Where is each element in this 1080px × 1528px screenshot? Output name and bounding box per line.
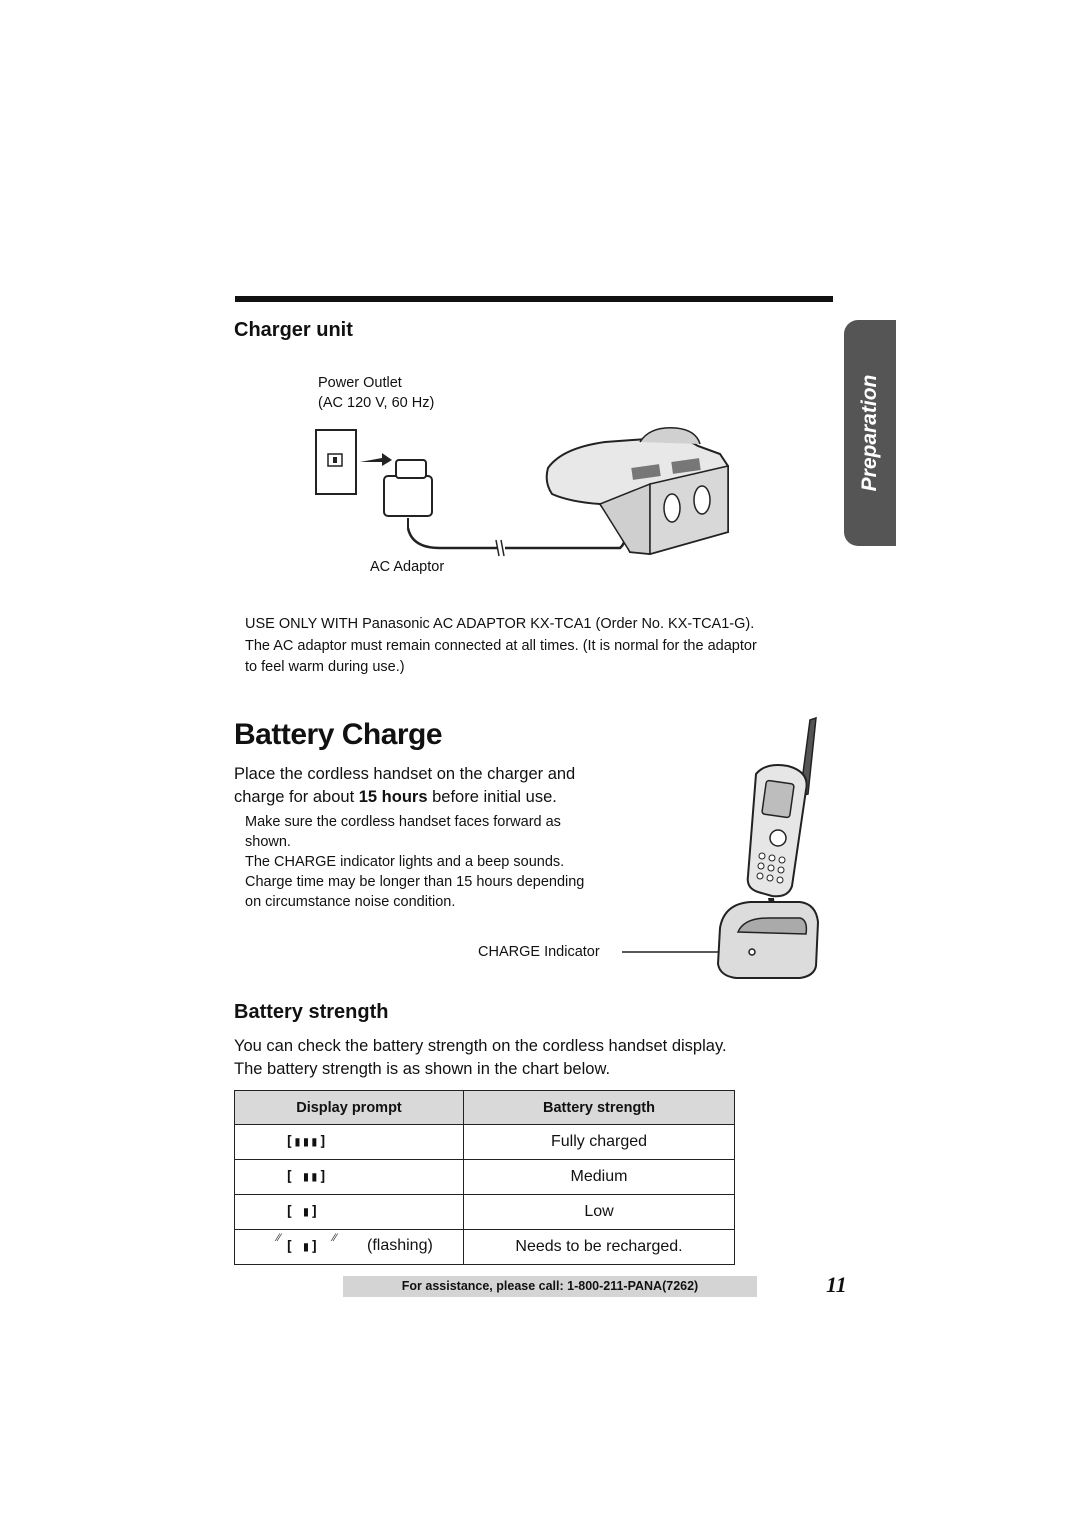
- charge-note-2-line-2: Charge time may be longer than 15 hours depending: [245, 874, 585, 890]
- battery-icon-medium: [ ▮▮]: [285, 1169, 328, 1185]
- battery-icon-low: [ ▮]: [285, 1204, 319, 1220]
- table-row: [235, 1160, 735, 1195]
- section-title-charger-unit: Charger unit: [234, 319, 353, 341]
- handset-on-charger-illustration: [620, 710, 820, 985]
- table-header-row: [235, 1091, 735, 1125]
- adaptor-note-line-1: USE ONLY WITH Panasonic AC ADAPTOR KX-TCA1 (Order No. KX-TCA1-G).: [245, 616, 755, 632]
- battery-strength-desc-line-2: The battery strength is as shown in the chart below.: [234, 1060, 611, 1078]
- charger-unit-illustration: [300, 420, 740, 565]
- display-prompt-cell: [235, 1195, 464, 1230]
- charge-duration: 15 hours: [358, 788, 428, 806]
- charge-intro-text-a: charge for about: [234, 788, 359, 806]
- battery-icon-flashing: [ ▮]: [285, 1239, 319, 1255]
- table-row: [235, 1230, 735, 1265]
- battery-strength-cell: Low: [464, 1195, 735, 1230]
- flash-mark-icon: ⁄⁄: [333, 1232, 337, 1244]
- column-header-display-prompt: Display prompt: [235, 1091, 464, 1125]
- table-row: [235, 1125, 735, 1160]
- top-rule: [235, 296, 833, 302]
- battery-icon-full: [▮▮▮]: [285, 1134, 328, 1150]
- side-tab-preparation: [844, 320, 896, 546]
- display-prompt-cell: [235, 1230, 464, 1265]
- adaptor-note-line-2: The AC adaptor must remain connected at all times. (It is normal for the adaptor: [245, 638, 757, 654]
- charge-note-2-line-1: The CHARGE indicator lights and a beep sounds.: [245, 854, 565, 870]
- display-prompt-cell: [235, 1125, 464, 1160]
- table-row: [235, 1195, 735, 1230]
- battery-strength-heading: Battery strength: [234, 1001, 389, 1023]
- power-outlet-spec: (AC 120 V, 60 Hz): [318, 395, 435, 411]
- adaptor-note-line-3: to feel warm during use.): [245, 659, 405, 675]
- assistance-footer: [343, 1276, 757, 1297]
- flash-mark-icon: ⁄⁄: [277, 1232, 281, 1244]
- charge-intro-text-b: before initial use.: [427, 788, 557, 806]
- side-tab-label: Preparation: [858, 374, 881, 492]
- battery-strength-desc-line-1: You can check the battery strength on the cordless handset display.: [234, 1037, 727, 1055]
- charge-note-2-line-3: on circumstance noise condition.: [245, 894, 456, 910]
- charge-indicator-label: CHARGE Indicator: [478, 944, 600, 960]
- battery-strength-cell: Medium: [464, 1160, 735, 1195]
- column-header-battery-strength: Battery strength: [464, 1091, 735, 1125]
- charge-note-1-line-1: Make sure the cordless handset faces forward as: [245, 814, 561, 830]
- battery-strength-cell: Needs to be recharged.: [464, 1230, 735, 1265]
- charge-intro-line-2: [234, 786, 557, 809]
- battery-strength-table: [234, 1090, 735, 1265]
- battery-strength-cell: Fully charged: [464, 1125, 735, 1160]
- charge-intro-line-1: Place the cordless handset on the charger and: [234, 765, 576, 783]
- battery-charge-heading: Battery Charge: [234, 718, 443, 751]
- page-number: 11: [826, 1272, 847, 1297]
- flashing-label: (flashing): [367, 1237, 433, 1254]
- assistance-text: For assistance, please call: 1-800-211-PANA(7262): [401, 1279, 699, 1293]
- display-prompt-cell: [235, 1160, 464, 1195]
- power-outlet-label: Power Outlet: [318, 375, 402, 391]
- charge-note-1-line-2: shown.: [245, 834, 291, 850]
- ac-adaptor-label: AC Adaptor: [370, 559, 445, 575]
